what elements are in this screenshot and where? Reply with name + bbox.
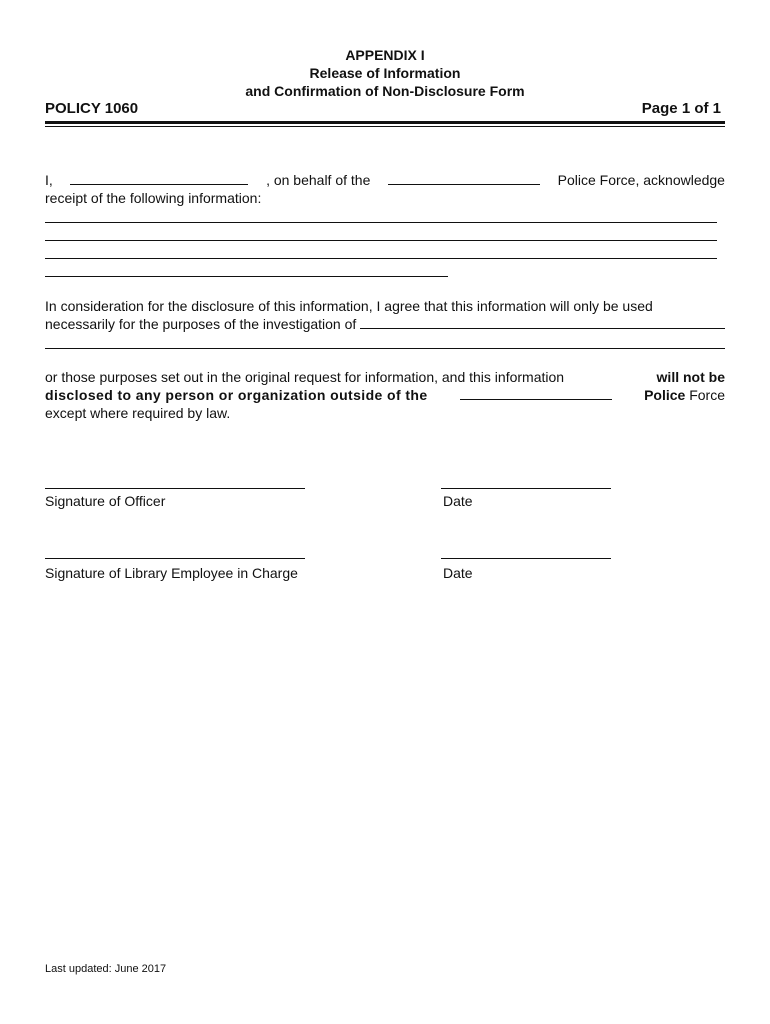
library-date-line[interactable] — [441, 558, 611, 559]
non-disclosure-line1 — [45, 368, 725, 386]
officer-date-label: Date — [443, 493, 473, 509]
header-rule-thick — [45, 121, 725, 124]
information-line-1[interactable] — [45, 222, 717, 223]
information-line-2[interactable] — [45, 240, 717, 241]
police-text: Police — [644, 387, 686, 403]
force-text: Force — [689, 387, 725, 403]
policy-number: POLICY 1060 — [45, 100, 139, 117]
consideration-line2 — [45, 315, 725, 333]
form-subtitle: and Confirmation of Non-Disclosure Form — [245, 83, 525, 99]
investigation-label: necessarily for the purposes of the investigation of — [45, 316, 357, 332]
purposes-text: or those purposes set out in the original request for information, and this information — [45, 369, 565, 385]
police-force-acknowledge-label: Police Force, acknowledge — [557, 172, 725, 188]
police-force-name-field[interactable] — [388, 171, 540, 185]
police-force-label — [644, 386, 725, 404]
acknowledgement-paragraph — [45, 171, 725, 207]
investigation-field[interactable] — [360, 315, 725, 329]
library-signature-line[interactable] — [45, 558, 305, 559]
officer-name-field[interactable] — [70, 171, 248, 185]
disclosed-text: disclosed to any person or organization outside of the — [45, 387, 428, 403]
non-disclosure-line2 — [45, 386, 725, 404]
form-title: Release of Information — [309, 65, 461, 81]
pronoun-label: I, — [45, 172, 53, 188]
information-line-3[interactable] — [45, 258, 717, 259]
outside-police-force-field[interactable] — [460, 386, 612, 400]
page-number: Page 1 of 1 — [641, 100, 721, 117]
officer-signature-label: Signature of Officer — [45, 493, 166, 509]
appendix-title: APPENDIX I — [345, 47, 425, 63]
consideration-line1: In consideration for the disclosure of this information, I agree that this information will only be used — [45, 298, 653, 314]
acknowledgement-line1 — [45, 171, 725, 189]
receipt-label: receipt of the following information: — [45, 190, 262, 206]
last-updated: Last updated: June 2017 — [45, 963, 167, 975]
on-behalf-label: , on behalf of the — [266, 172, 371, 188]
officer-signature-line[interactable] — [45, 488, 305, 489]
consideration-paragraph — [45, 297, 725, 333]
officer-date-line[interactable] — [441, 488, 611, 489]
library-date-label: Date — [443, 565, 473, 581]
header-rule-thin — [45, 126, 725, 127]
non-disclosure-paragraph — [45, 368, 725, 422]
information-line-4[interactable] — [45, 276, 448, 277]
library-signature-label: Signature of Library Employee in Charge — [45, 565, 298, 581]
will-not-be-text: will not be — [656, 369, 725, 385]
investigation-line-2[interactable] — [45, 348, 725, 349]
except-law-text: except where required by law. — [45, 405, 231, 421]
